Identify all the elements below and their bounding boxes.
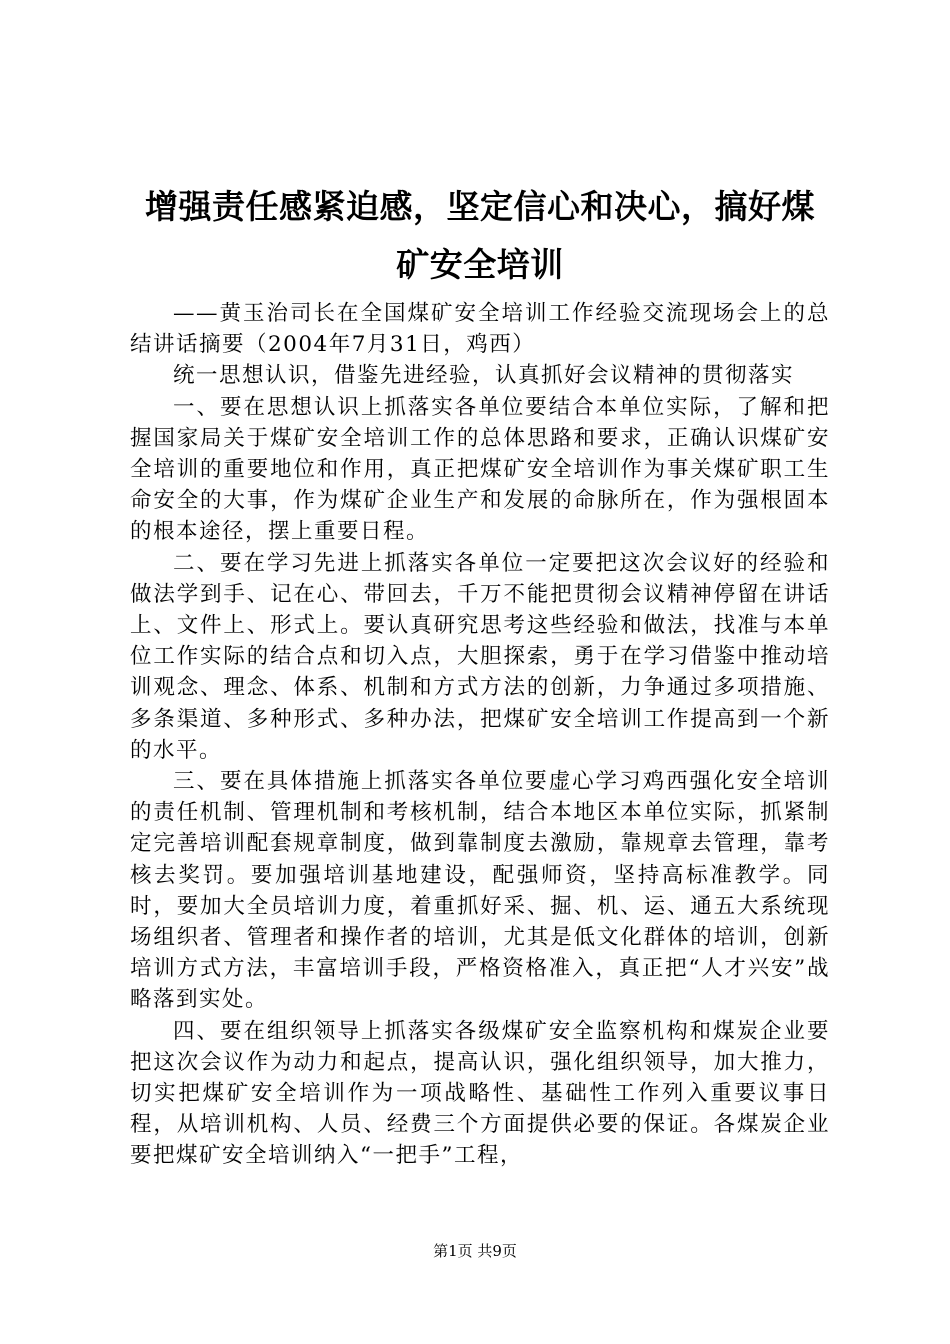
title-line-1: 增强责任感紧迫感，坚定信心和决心，搞好煤 xyxy=(145,187,815,226)
document-body xyxy=(130,298,830,1172)
document-page xyxy=(130,178,830,1172)
title-line-2: 矿安全培训 xyxy=(396,245,564,284)
page-footer: 第1页 共9页 xyxy=(433,1242,517,1260)
section-heading: 统一思想认识，借鉴先进经验，认真抓好会议精神的贯彻落实 xyxy=(173,363,795,389)
subtitle-paragraph: ——黄玉治司长在全国煤矿安全培训工作经验交流现场会上的总结讲话摘要（2004年7月31日，鸡西） xyxy=(130,301,830,358)
paragraph-3: 三、要在具体措施上抓落实各单位要虚心学习鸡西强化安全培训的责任机制、管理机制和考核机制，结合本地区本单位实际，抓紧制定完善培训配套规章制度，做到靠制度去激励，靠规章去管理，靠考核去奖罚。要加强培训基地建设，配强师资，坚持高标准教学。同时，要加大全员培训力度，着重抓好采、掘、机、运、通五大系统现场组织者、管理者和操作者的培训，尤其是低文化群体的培训，创新培训方式方法，丰富培训手段，严格资格准入，真正把“人才兴安”战略落到实处。 xyxy=(130,769,830,1013)
paragraph-1: 一、要在思想认识上抓落实各单位要结合本单位实际，了解和把握国家局关于煤矿安全培训工作的总体思路和要求，正确认识煤矿安全培训的重要地位和作用，真正把煤矿安全培训作为事关煤矿职工生命安全的大事，作为煤矿企业生产和发展的命脉所在，作为强根固本的根本途径，摆上重要日程。 xyxy=(130,394,830,545)
document-title xyxy=(130,178,830,294)
paragraph-2: 二、要在学习先进上抓落实各单位一定要把这次会议好的经验和做法学到手、记在心、带回去，千万不能把贯彻会议精神停留在讲话上、文件上、形式上。要认真研究思考这些经验和做法，找准与本单位工作实际的结合点和切入点，大胆探索，勇于在学习借鉴中推动培训观念、理念、体系、机制和方式方法的创新，力争通过多项措施、多条渠道、多种形式、多种办法，把煤矿安全培训工作提高到一个新的水平。 xyxy=(130,550,830,763)
paragraph-4: 四、要在组织领导上抓落实各级煤矿安全监察机构和煤炭企业要把这次会议作为动力和起点，提高认识，强化组织领导，加大推力，切实把煤矿安全培训作为一项战略性、基础性工作列入重要议事日程，从培训机构、人员、经费三个方面提供必要的保证。各煤炭企业要把煤矿安全培训纳入“一把手”工程， xyxy=(130,1018,830,1169)
